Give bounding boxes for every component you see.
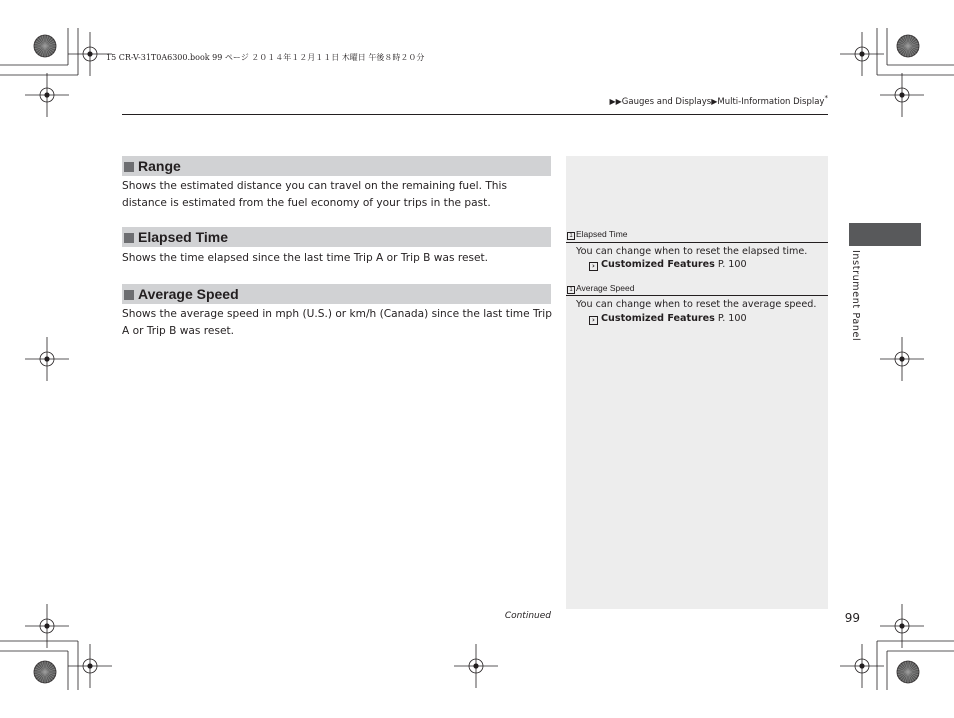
section-heading-average-speed <box>122 284 551 304</box>
color-rosette-icon <box>897 35 919 57</box>
heading-square-icon <box>124 290 134 300</box>
chapter-tab-label: Instrument Panel <box>850 250 861 342</box>
crosshair-icon <box>880 604 924 648</box>
heading-square-icon <box>124 162 134 172</box>
note-reference-icon: 1 <box>567 232 575 240</box>
section-body-elapsed-time: Shows the time elapsed since the last time Trip A or Trip B was reset. <box>122 252 489 264</box>
note-link-label[interactable]: Customized Features <box>601 259 715 270</box>
note-text-average-speed: You can change when to reset the average speed. <box>576 299 817 310</box>
note-title-text: Average Speed <box>576 283 635 293</box>
heading-text: Range <box>138 158 181 174</box>
notes-sidebar <box>566 156 828 609</box>
cross-reference-arrow-icon: › <box>589 262 598 271</box>
note-link-label[interactable]: Customized Features <box>601 313 715 324</box>
heading-text: Average Speed <box>138 286 239 302</box>
note-text-elapsed-time: You can change when to reset the elapsed time. <box>576 246 808 257</box>
note-title-elapsed-time <box>567 229 628 240</box>
crosshair-icon <box>454 644 498 688</box>
chapter-tab[interactable] <box>849 223 921 246</box>
cross-reference-arrow-icon: › <box>589 316 598 325</box>
note-link-average-speed[interactable] <box>589 313 747 325</box>
breadcrumb-section-link[interactable]: Gauges and Displays <box>621 96 712 107</box>
breadcrumb-arrows: ▶▶ <box>609 96 622 106</box>
crosshair-icon <box>840 644 884 688</box>
note-title-rule <box>566 242 828 243</box>
note-reference-icon: 1 <box>567 286 575 294</box>
note-title-text: Elapsed Time <box>576 229 628 239</box>
breadcrumb-asterisk: * <box>824 93 828 102</box>
heading-square-icon <box>124 233 134 243</box>
note-link-elapsed-time[interactable] <box>589 259 747 271</box>
breadcrumb-page-link[interactable]: Multi-Information Display <box>717 96 825 107</box>
breadcrumb <box>572 93 828 107</box>
color-rosette-icon <box>34 35 56 57</box>
color-rosette-icon <box>897 661 919 683</box>
note-link-page[interactable]: P. 100 <box>717 259 747 270</box>
page-number: 99 <box>844 611 860 625</box>
section-body-range: Shows the estimated distance you can travel on the remaining fuel. This distance is estimated from the fuel economy of your trips in the past. <box>122 180 507 209</box>
crosshair-icon <box>25 604 69 648</box>
crosshair-icon <box>68 644 112 688</box>
crosshair-icon <box>880 337 924 381</box>
note-title-rule <box>566 295 828 296</box>
print-info-line: 15 CR-V-31T0A6300.book 99 ページ ２０１４年１２月１１日 木曜日 午後８時２０分 <box>106 53 425 62</box>
crosshair-icon <box>25 337 69 381</box>
section-heading-elapsed-time <box>122 227 551 247</box>
heading-text: Elapsed Time <box>138 229 229 245</box>
note-link-page[interactable]: P. 100 <box>717 313 747 324</box>
crosshair-icon <box>25 73 69 117</box>
continued-label: Continued <box>504 611 551 621</box>
header-rule <box>122 114 828 115</box>
color-rosette-icon <box>34 661 56 683</box>
section-heading-range <box>122 156 551 176</box>
crosshair-icon <box>840 32 884 76</box>
crosshair-icon <box>880 73 924 117</box>
breadcrumb-separator: ▶ <box>711 96 718 106</box>
note-title-average-speed <box>567 283 634 294</box>
section-body-average-speed: Shows the average speed in mph (U.S.) or km/h (Canada) since the last time Trip A or Trip B was reset. <box>122 308 552 337</box>
